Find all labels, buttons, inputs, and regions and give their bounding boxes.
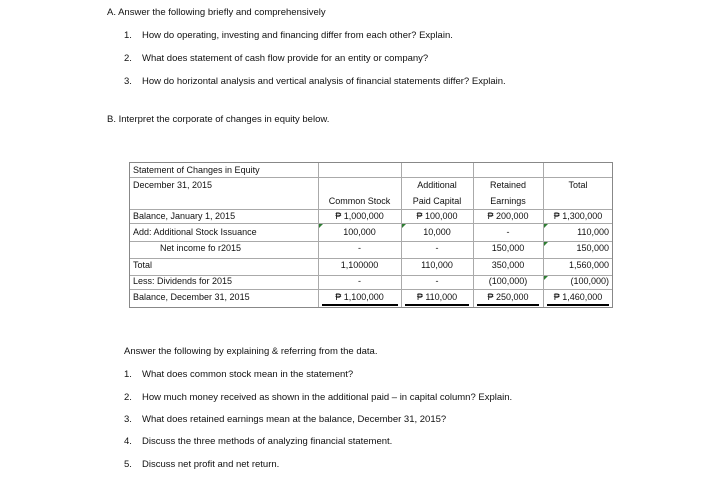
total-underline [405, 304, 469, 306]
cell-apic: ₱ 100,000 [416, 211, 458, 221]
question-text: What does retained earnings mean at the balance, December 31, 2015? [142, 414, 447, 425]
grid-line [130, 258, 612, 259]
followup-question-1 [124, 369, 353, 380]
cell-warning-marker [544, 224, 548, 228]
question-text: Discuss the three methods of analyzing financial statement. [142, 436, 393, 447]
cell-common-stock: ₱ 1,000,000 [335, 211, 384, 221]
question-text: How do horizontal analysis and vertical analysis of financial statements differ? Explain. [142, 76, 506, 87]
grid-line [130, 241, 612, 242]
question-text: How much money received as shown in the additional paid – in capital column? Explain. [142, 392, 513, 403]
total-underline [547, 304, 609, 306]
row-label: Less: Dividends for 2015 [133, 276, 233, 286]
section-a-question-2 [124, 53, 428, 64]
row-label: Balance, January 1, 2015 [133, 211, 236, 221]
table-title: Statement of Changes in Equity [133, 165, 260, 175]
cell-retained-earnings: ₱ 200,000 [487, 211, 529, 221]
followup-question-3 [124, 414, 446, 425]
grid-line [130, 223, 612, 224]
section-b-title: B. Interpret the corporate of changes in equity below. [107, 114, 330, 125]
cell-common-stock: 1,100000 [340, 260, 379, 270]
cell-total: 1,560,000 [568, 260, 609, 270]
total-underline [322, 304, 398, 306]
header-total: Total [568, 180, 588, 190]
total-underline [477, 304, 539, 306]
cell-warning-marker [544, 242, 548, 246]
grid-line [130, 177, 612, 178]
question-number: 2. [124, 53, 132, 64]
question-number: 1. [124, 30, 132, 41]
cell-common-stock: 100,000 [343, 227, 376, 237]
header-apic-top: Additional [417, 180, 457, 190]
grid-line [130, 289, 612, 290]
question-text: What does statement of cash flow provide for an entity or company? [142, 53, 429, 64]
cell-total: 150,000 [576, 243, 609, 253]
grid-line [130, 209, 612, 210]
question-text: How do operating, investing and financing differ from each other? Explain. [142, 30, 453, 41]
cell-total: 110,000 [577, 227, 609, 237]
cell-apic: - [435, 243, 439, 253]
cell-retained-earnings: - [506, 227, 510, 237]
row-label: Total [133, 260, 153, 270]
row-label: Balance, December 31, 2015 [133, 292, 250, 302]
cell-retained-earnings: 350,000 [491, 260, 525, 270]
cell-retained-earnings: ₱ 250,000 [487, 292, 529, 302]
header-common-stock: Common Stock [328, 196, 391, 206]
row-label: Net income fo r2015 [160, 243, 242, 253]
cell-total: ₱ 1,300,000 [553, 211, 603, 221]
cell-total: ₱ 1,460,000 [553, 292, 603, 302]
cell-apic: 110,000 [421, 260, 453, 270]
cell-common-stock: ₱ 1,100,000 [335, 292, 384, 302]
followup-question-2 [124, 392, 512, 403]
cell-common-stock: - [358, 243, 361, 253]
cell-total: (100,000) [570, 276, 609, 286]
question-number: 4. [124, 436, 132, 447]
header-re-top: Retained [489, 180, 527, 190]
cell-warning-marker [402, 224, 406, 228]
header-re-bottom: Earnings [490, 196, 526, 206]
cell-retained-earnings: (100,000) [488, 276, 528, 286]
table-date: December 31, 2015 [133, 180, 213, 190]
section-a-question-3 [124, 76, 506, 87]
question-number: 5. [124, 459, 132, 470]
question-number: 2. [124, 392, 132, 403]
followup-intro: Answer the following by explaining & referring from the data. [124, 346, 378, 357]
followup-question-5 [124, 459, 279, 470]
question-number: 1. [124, 369, 132, 380]
header-apic-bottom: Paid Capital [412, 196, 462, 206]
question-number: 3. [124, 76, 132, 87]
cell-apic: 10,000 [423, 227, 451, 237]
cell-warning-marker [544, 276, 548, 280]
question-text: Discuss net profit and net return. [142, 459, 280, 470]
cell-retained-earnings: 150,000 [491, 243, 525, 253]
question-text: What does common stock mean in the statement? [142, 369, 354, 380]
equity-table [129, 162, 613, 308]
cell-common-stock: - [358, 276, 361, 286]
cell-apic: - [435, 276, 439, 286]
cell-warning-marker [319, 224, 323, 228]
followup-question-4 [124, 436, 392, 447]
section-a-title: A. Answer the following briefly and comprehensively [107, 7, 326, 18]
section-a-question-1 [124, 30, 453, 41]
cell-apic: ₱ 110,000 [416, 292, 458, 302]
row-label: Add: Additional Stock Issuance [133, 227, 257, 237]
question-number: 3. [124, 414, 132, 425]
